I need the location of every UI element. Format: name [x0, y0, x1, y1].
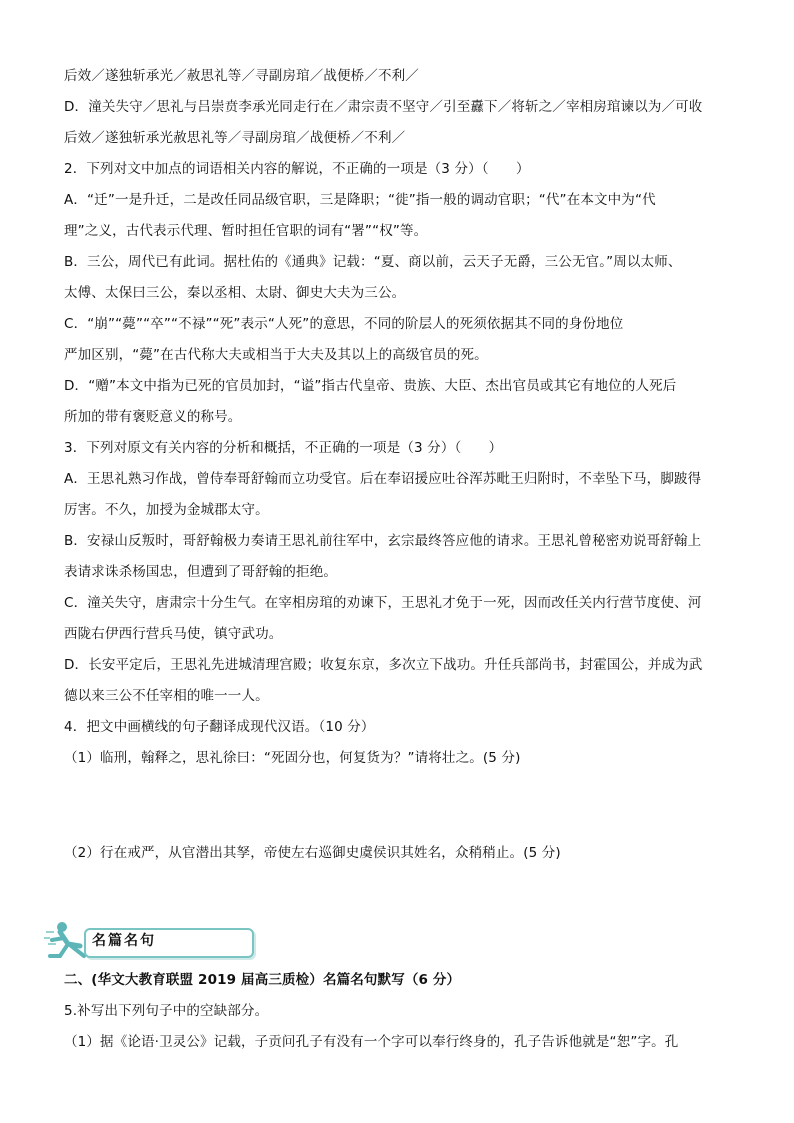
option-d-line: D．长安平定后，王思礼先进城清理宫殿；收复东京，多次立下战功。升任兵部尚书，封霍国公，并成为武: [64, 657, 703, 673]
text-line: 太傅、太保曰三公，秦以丞相、太尉、御史大夫为三公。: [64, 285, 406, 301]
option-b-line: B．三公，周代已有此词。据杜佑的《通典》记载：“夏、商以前，云天子无爵，三公无官。”周以太师、: [64, 254, 682, 270]
question-2: 2．下列对文中加点的词语相关内容的解说，不正确的一项是（3 分）（ ）: [64, 161, 530, 177]
question-5-1: （1）据《论语·卫灵公》记载，子贡问孔子有没有一个字可以奉行终身的，孔子告诉他就是“恕”字。孔: [64, 1034, 679, 1050]
text-line: 表请求诛杀杨国忠，但遭到了哥舒翰的拒绝。: [64, 564, 337, 580]
option-d-line: D．潼关失守／思礼与吕崇贲李承光同走行在／肃宗责不坚守／引至纛下／将斩之／宰相房琯谏以为／可收: [64, 99, 703, 115]
text-line: 后效／遂独斩承光／赦思礼等／寻副房琯／战便桥／不利／: [64, 68, 419, 84]
question-4-1: （1）临刑，翰释之，思礼徐曰：“死固分也，何复货为？”请将壮之。(5 分): [64, 750, 521, 766]
question-3: 3．下列对原文有关内容的分析和概括，不正确的一项是（3 分）（ ）: [64, 440, 503, 456]
banner-title: 名篇名句: [92, 933, 156, 949]
text-line: 后效／遂独斩承光赦思礼等／寻副房琯／战便桥／不利／: [64, 130, 406, 146]
option-a-line: A．王思礼熟习作战，曾侍奉哥舒翰而立功受官。后在奉诏援应吐谷浑苏毗王归附时，不幸坠下马，脚跛得: [64, 471, 702, 487]
option-d-line: D．“赠”本文中指为已死的官员加封，“谥”指古代皇帝、贵族、大臣、杰出官员或其它有地位的人死后: [64, 378, 677, 394]
option-b-line: B．安禄山反叛时，哥舒翰极力奏请王思礼前往军中，玄宗最终答应他的请求。王思礼曾秘密劝说哥舒翰上: [64, 533, 702, 549]
question-4: 4．把文中画横线的句子翻译成现代汉语。（10 分）: [64, 719, 375, 735]
option-c-line: C．“崩”“薨”“卒”“不禄”“死”表示“人死”的意思，不同的阶层人的死须依据其不同的身份地位: [64, 316, 624, 332]
section-banner: [44, 918, 254, 962]
option-c-line: C．潼关失守，唐肃宗十分生气。在宰相房琯的劝谏下，王思礼才免于一死，因而改任关内行营节度使、河: [64, 595, 702, 611]
question-5: 5.补写出下列句子中的空缺部分。: [64, 1003, 269, 1019]
option-a-line: A．“迁”一是升迁，二是改任同品级官职，三是降职；“徙”指一般的调动官职；“代”在本文中为“代: [64, 192, 656, 208]
question-4-2: （2）行在戒严，从官潜出其孥，帝使左右巡御史虞侯识其姓名，众稍稍止。(5 分): [64, 845, 561, 861]
text-line: 厉害。不久，加授为金城郡太守。: [64, 502, 269, 518]
text-line: 严加区别，“薨”在古代称大夫或相当于大夫及其以上的高级官员的死。: [64, 347, 488, 363]
text-line: 理”之义，古代表示代理、暂时担任官职的词有“署”“权”等。: [64, 223, 428, 239]
text-line: 德以来三公不任宰相的唯一一人。: [64, 688, 269, 704]
section-2-heading: 二、(华文大教育联盟 2019 届高三质检）名篇名句默写（6 分）: [64, 972, 461, 988]
text-line: 所加的带有褒贬意义的称号。: [64, 409, 242, 425]
text-line: 西陇右伊西行营兵马使，镇守武功。: [64, 626, 283, 642]
